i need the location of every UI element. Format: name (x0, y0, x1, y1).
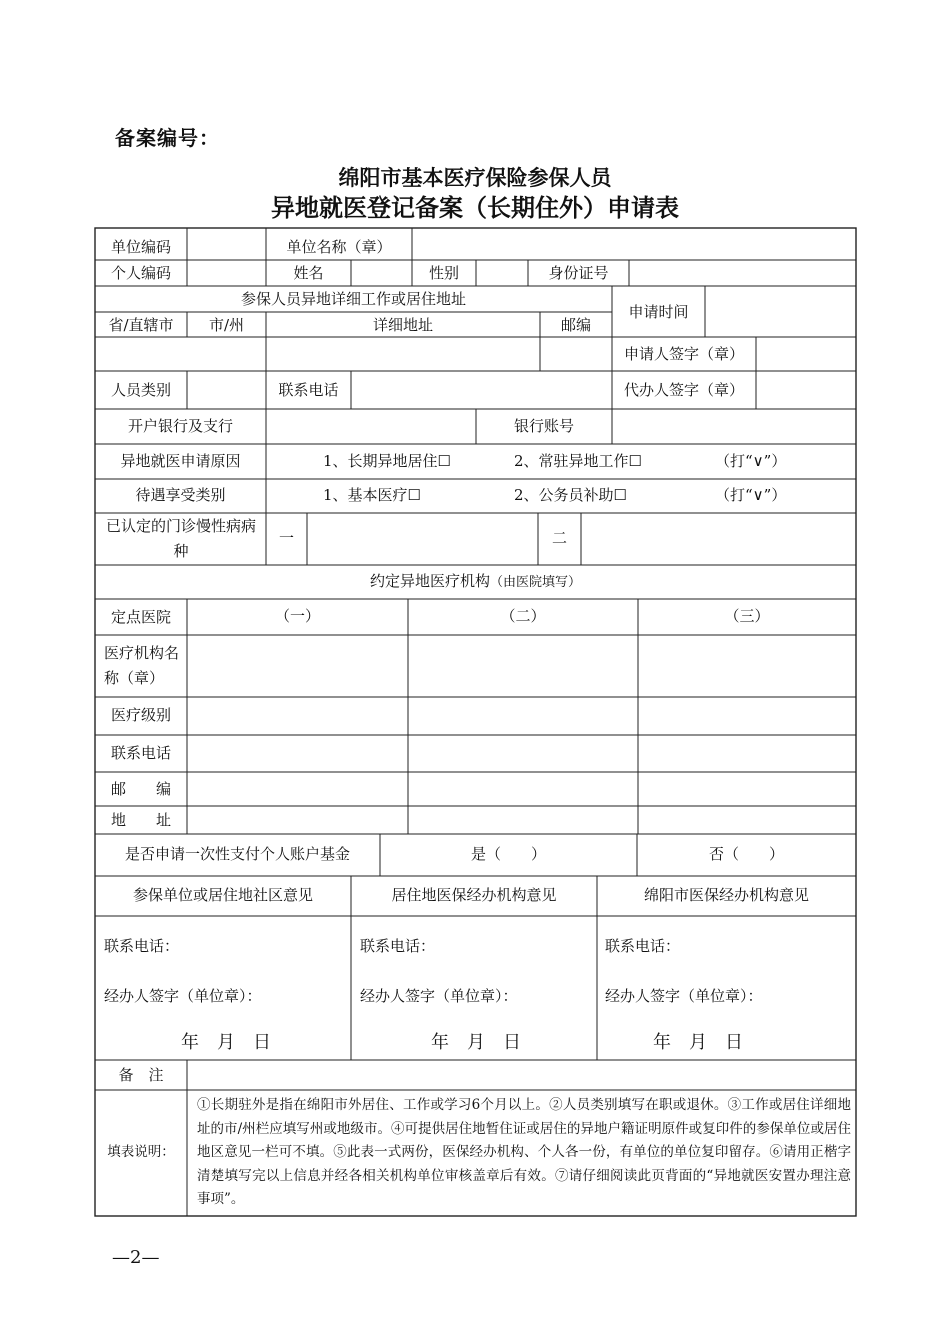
institution-name-label: 医疗机构名称（章） (104, 644, 180, 687)
agent-sign-label: 代办人签字（章） (623, 381, 744, 399)
page-number: —2— (112, 1247, 160, 1268)
bank-label: 开户银行及支行 (127, 417, 233, 435)
opinion-3-date: 年 月 日 (653, 1032, 743, 1053)
tick-hint: （打“∨”） (715, 452, 787, 470)
reason-option-long-term-residence[interactable]: 1、长期异地居住☐ (323, 452, 451, 470)
institution-level-label: 医疗级别 (110, 706, 171, 724)
reason-label: 异地就医申请原因 (120, 452, 241, 470)
instructions-label: 填表说明： (107, 1144, 175, 1160)
opinion-local-agency-heading: 居住地医保经办机构意见 (391, 886, 557, 904)
institution-postcode-label: 邮 编 (110, 780, 171, 798)
hospital-col-2: （二） (500, 607, 546, 625)
hospital-heading-note: （由医院填写） (490, 575, 582, 590)
lump-sum-no[interactable]: 否（ ） (708, 845, 784, 863)
chronic-one-label: 一 (278, 529, 294, 547)
benefit-option-basic[interactable]: 1、基本医疗☐ (323, 486, 421, 504)
opinion-1-date: 年 月 日 (181, 1032, 271, 1053)
unit-code-label: 单位编码 (110, 238, 171, 256)
applicant-sign-label: 申请人签字（章） (623, 345, 744, 363)
address-heading: 参保人员异地详细工作或居住地址 (240, 290, 466, 308)
phone-label: 联系电话 (278, 381, 339, 399)
opinion-2-handler-sign: 经办人签字（单位章）： (360, 987, 518, 1005)
postcode-label: 邮编 (560, 316, 591, 334)
opinion-2-contact-phone: 联系电话： (360, 937, 436, 955)
designated-hospital-label: 定点医院 (110, 608, 171, 626)
chronic-disease-label: 已认定的门诊慢性病病种 (105, 517, 256, 560)
reason-option-resident-work[interactable]: 2、常驻异地工作☐ (514, 452, 642, 470)
id-number-label: 身份证号 (548, 264, 609, 282)
city-label: 市/州 (208, 316, 245, 334)
instructions-text: ①长期驻外是指在绵阳市外居住、工作或学习6个月以上。②人员类别填写在职或退休。③工作或居住详细地址的市/州栏应填写州或地级市。④可提供居住地暂住证或居住的异地户籍证明原件或复印件的参保单位或居住地区意见一栏可不填。⑤此表一式两份，医保经办机构、个人各一份，有单位的单位复印留存。⑥请用正楷字清楚填写完以上信息并经各相关机构单位审核盖章后有效。⑦请仔细阅读此页背面的“异地就医安置办理注意事项”。 (197, 1097, 851, 1207)
lump-sum-label: 是否申请一次性支付个人账户基金 (124, 845, 350, 863)
form-title-line2: 异地就医登记备案（长期住外）申请表 (271, 194, 679, 222)
opinion-1-handler-sign: 经办人签字（单位章）： (104, 987, 262, 1005)
bank-account-label: 银行账号 (513, 417, 574, 435)
tick-hint: （打“∨”） (715, 486, 787, 504)
opinion-1-contact-phone: 联系电话： (104, 937, 180, 955)
opinion-unit-heading: 参保单位或居住地社区意见 (132, 886, 313, 904)
hospital-heading-text: 约定异地医疗机构 (369, 572, 490, 590)
remarks-label: 备 注 (118, 1066, 164, 1084)
province-label: 省/直辖市 (108, 316, 174, 334)
apply-time-label: 申请时间 (628, 303, 689, 321)
record-number-label: 备案编号： (115, 126, 220, 150)
name-label: 姓名 (293, 264, 324, 282)
institution-address-label: 地 址 (110, 811, 171, 829)
form-title-line1: 绵阳市基本医疗保险参保人员 (338, 166, 612, 190)
opinion-3-contact-phone: 联系电话： (605, 937, 681, 955)
benefit-option-civil-servant[interactable]: 2、公务员补助☐ (514, 486, 627, 504)
personal-code-label: 个人编码 (110, 264, 171, 282)
institution-phone-label: 联系电话 (110, 744, 171, 762)
hospital-heading (95, 574, 856, 589)
detail-address-label: 详细地址 (372, 316, 433, 334)
person-type-label: 人员类别 (110, 381, 171, 399)
opinion-2-date: 年 月 日 (431, 1032, 521, 1053)
benefit-label: 待遇享受类别 (135, 486, 226, 504)
unit-name-label: 单位名称（章） (286, 238, 392, 256)
lump-sum-yes[interactable]: 是（ ） (470, 845, 546, 863)
hospital-col-3: （三） (724, 607, 770, 625)
opinion-mianyang-agency-heading: 绵阳市医保经办机构意见 (643, 886, 809, 904)
opinion-3-handler-sign: 经办人签字（单位章）： (605, 987, 763, 1005)
gender-label: 性别 (428, 264, 459, 282)
hospital-col-1: （一） (274, 607, 320, 625)
chronic-two-label: 二 (551, 529, 567, 547)
